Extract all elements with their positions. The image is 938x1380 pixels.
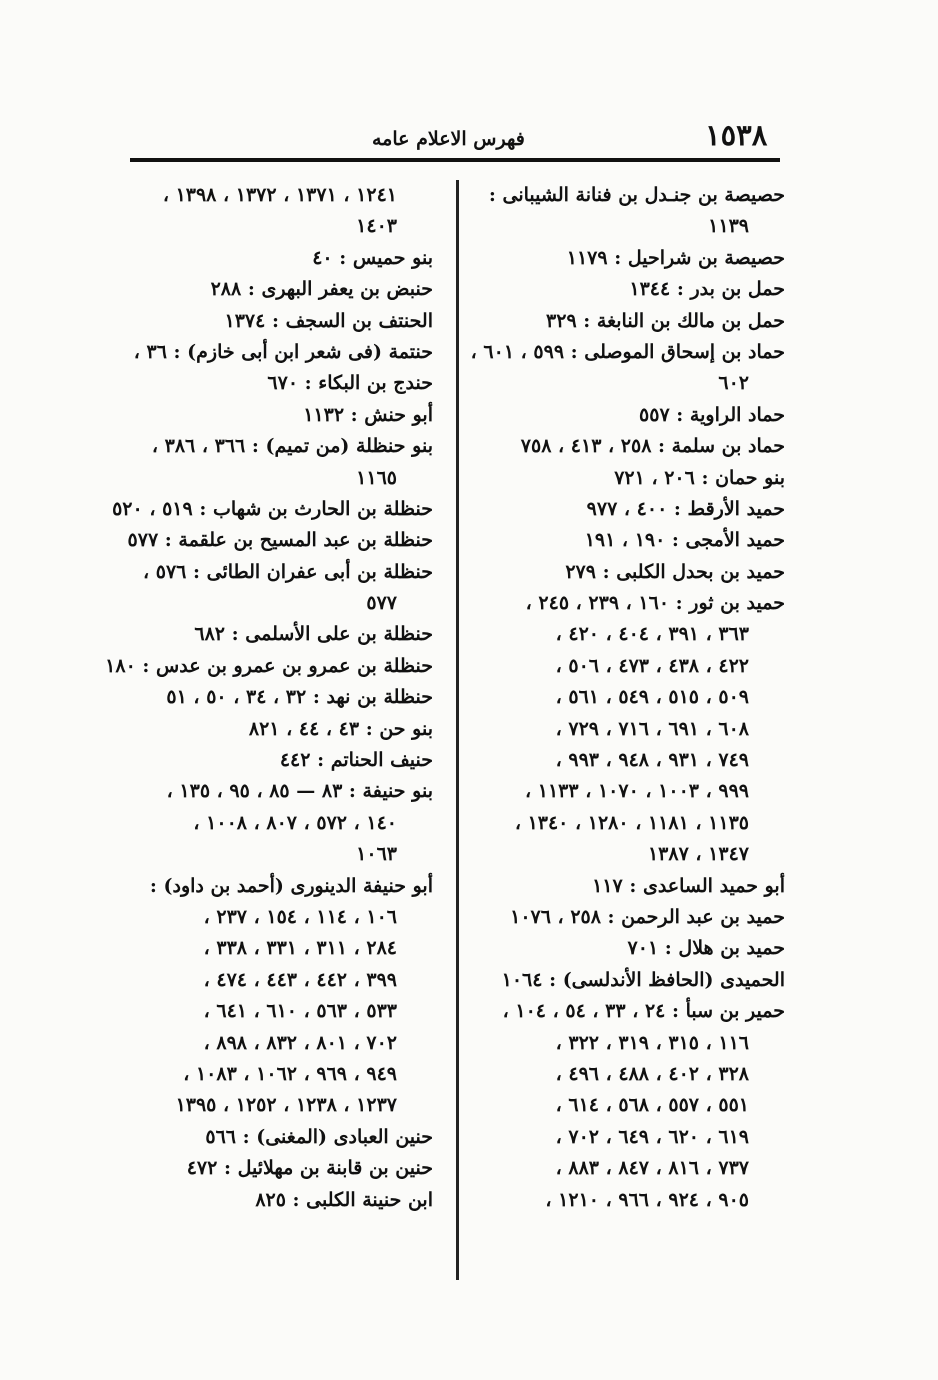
index-entry-continuation: ٩٤٩ ، ٩٦٩ ، ١٠٦٢ ، ١٠٨٣ ، [183, 1062, 397, 1085]
index-entry-continuation: ١٤٠٣ [356, 215, 397, 238]
index-entry: حنظلة بن عبد المسيح بن علقمة : ٥٧٧ [127, 529, 433, 552]
index-entry-continuation: ٣٢٨ ، ٤٠٢ ، ٤٨٨ ، ٤٩٦ ، [555, 1062, 749, 1085]
index-entry-continuation: ١٢٤١ ، ١٣٧١ ، ١٣٧٢ ، ١٣٩٨ ، [162, 184, 397, 206]
index-entry: حميد الأمجى : ١٩٠ ، ١٩١ [584, 529, 785, 552]
index-column-left [105, 180, 433, 1216]
index-entry: حنظلة بن الحارث بن شهاب : ٥١٩ ، ٥٢٠ [112, 497, 433, 520]
index-entry: حنبض بن يعفر البهرى : ٢٨٨ [210, 278, 433, 301]
index-entry: حميد الأرقط : ٤٠٠ ، ٩٧٧ [586, 497, 785, 520]
index-entry: بنو حنظلة (من تميم) : ٣٦٦ ، ٣٨٦ ، [151, 435, 433, 458]
index-entry: حنظلة بن نهد : ٣٢ ، ٣٤ ، ٥٠ ، ٥١ [166, 686, 433, 709]
index-entry-continuation: ٥٥١ ، ٥٥٧ ، ٥٦٨ ، ٦١٤ ، [555, 1094, 749, 1117]
index-entry: حصيصة بن جنـدل بن فنانة الشيبانى : [488, 184, 785, 206]
index-entry: حمل بن مالك بن النابغة : ٣٢٩ [546, 309, 785, 332]
index-entry: حميد بن ثور : ١٦٠ ، ٢٣٩ ، ٢٤٥ ، [525, 592, 785, 615]
index-entry-continuation: ٥٣٣ ، ٥٦٣ ، ٦١٠ ، ٦٤١ ، [203, 1000, 397, 1023]
column-divider [456, 180, 459, 1280]
index-entry-continuation: ٧٣٧ ، ٨١٦ ، ٨٤٧ ، ٨٨٣ ، [555, 1157, 749, 1180]
index-entry-continuation: ٥٠٩ ، ٥١٥ ، ٥٤٩ ، ٥٦١ ، [555, 686, 749, 709]
index-entry: حميد بن عبد الرحمن : ٢٥٨ ، ١٠٧٦ [510, 905, 785, 928]
index-entry: بنو حن : ٤٣ ، ٤٤ ، ٨٢١ [248, 717, 433, 740]
index-entry: الحنتف بن السجف : ١٣٧٤ [224, 309, 433, 332]
index-entry-continuation: ٦٠٨ ، ٦٩١ ، ٧١٦ ، ٧٢٩ ، [555, 717, 749, 740]
index-entry-continuation: ٦٠٢ [718, 372, 749, 395]
index-entry-continuation: ٢٨٤ ، ٣١١ ، ٣٣١ ، ٣٣٨ ، [203, 937, 397, 960]
index-entry-continuation: ٧٠٢ ، ٨٠١ ، ٨٣٢ ، ٨٩٨ ، [203, 1031, 397, 1054]
index-entry: حصيصة بن شراحيل : ١١٧٩ [566, 246, 785, 269]
index-entry-continuation: ١١٦٥ [356, 466, 397, 489]
index-entry: حنظلة بن أبى عفران الطائى : ٥٧٦ ، [142, 560, 433, 583]
index-entry: حنتمة (فى شعر ابن أبى خازم) : ٣٦ ، [133, 340, 433, 363]
index-entry-continuation: ٩٠٥ ، ٩٢٤ ، ٩٦٦ ، ١٢١٠ ، [545, 1188, 749, 1211]
index-entry: حمير بن سبأ : ٢٤ ، ٣٣ ، ٥٤ ، ١٠٤ ، [502, 1000, 785, 1023]
index-entry: ابن حنينة الكلبى : ٨٢٥ [255, 1188, 433, 1211]
index-entry-continuation: ١١٣٩ [708, 215, 749, 238]
index-entry: حندج بن البكاء : ٦٧٠ [267, 372, 433, 395]
index-entry-continuation: ١٠٦ ، ١١٤ ، ١٥٤ ، ٢٣٧ ، [203, 905, 397, 928]
index-entry: حنين العبادى (المغنى) : ٥٦٦ [205, 1125, 433, 1148]
index-entry: حماد بن إسحاق الموصلى : ٥٩٩ ، ٦٠١ ، [470, 340, 785, 363]
index-entry-continuation: ٦١٩ ، ٦٢٠ ، ٦٤٩ ، ٧٠٢ ، [555, 1125, 749, 1148]
index-entry-continuation: ٣٩٩ ، ٤٤٢ ، ٤٤٣ ، ٤٧٤ ، [203, 968, 397, 991]
index-entry: بنو حميس : ٤٠ [312, 246, 433, 269]
index-entry: حمل بن بدر : ١٣٤٤ [629, 278, 785, 301]
index-entry: بنو حمان : ٢٠٦ ، ٧٢١ [614, 466, 785, 489]
page-number: ١٥٣٨ [705, 118, 768, 152]
index-entry-continuation: ١٣٤٧ ، ١٣٨٧ [647, 843, 749, 866]
index-entry-continuation: ٩٩٩ ، ١٠٠٣ ، ١٠٧٠ ، ١١٣٣ ، [525, 780, 749, 803]
index-entry: حميد بن هلال : ٧٠١ [627, 937, 785, 960]
index-entry: حنظلة بن على الأسلمى : ٦٨٢ [194, 623, 433, 646]
index-entry: أبو حنش : ١١٣٢ [303, 403, 433, 426]
index-entry: أبو حنيفة الدينورى (أحمد بن داود) : [149, 874, 433, 897]
index-entry-continuation: ١٠٦٣ [356, 843, 397, 866]
index-entry: حماد الراوية : ٥٥٧ [639, 403, 785, 426]
index-entry: حنظلة بن عمرو بن عمرو بن عدس : ١٨٠ [105, 654, 433, 677]
index-entry-continuation: ٣٦٣ ، ٣٩١ ، ٤٠٤ ، ٤٢٠ ، [555, 623, 749, 646]
index-entry-continuation: ١١٦ ، ٣١٥ ، ٣١٩ ، ٣٢٢ ، [555, 1031, 749, 1054]
page-header-title: فهرس الاعلام عامه [372, 128, 525, 150]
index-entry: الحميدى (الحافظ الأندلسى) : ١٠٦٤ [501, 968, 785, 991]
index-entry: أبو حميد الساعدى : ١١٧ [592, 874, 785, 897]
index-column-right [470, 180, 785, 1216]
index-entry-continuation: ٤٢٢ ، ٤٣٨ ، ٤٧٣ ، ٥٠٦ ، [555, 654, 749, 677]
header-rule [130, 158, 780, 162]
index-entry: حنين بن قابنة بن مهلائيل : ٤٧٢ [186, 1157, 433, 1180]
index-entry: حماد بن سلمة : ٢٥٨ ، ٤١٣ ، ٧٥٨ [520, 435, 785, 458]
index-entry-continuation: ١١٣٥ ، ١١٨١ ، ١٢٨٠ ، ١٣٤٠ ، [514, 811, 749, 834]
index-entry-continuation: ٥٧٧ [366, 592, 397, 615]
index-entry: بنو حنيفة : ٨٣ — ٨٥ ، ٩٥ ، ١٣٥ ، [166, 780, 433, 803]
index-entry-continuation: ١٤٠ ، ٥٧٢ ، ٨٠٧ ، ١٠٠٨ ، [193, 811, 397, 834]
index-entry-continuation: ٧٤٩ ، ٩٣١ ، ٩٤٨ ، ٩٩٣ ، [555, 749, 749, 772]
index-entry-continuation: ١٢٣٧ ، ١٢٣٨ ، ١٢٥٢ ، ١٣٩٥ [175, 1094, 397, 1117]
index-entry: حميد بن بحدل الكلبى : ٢٧٩ [565, 560, 785, 583]
index-entry: حنيف الحناتم : ٤٤٢ [279, 749, 433, 772]
